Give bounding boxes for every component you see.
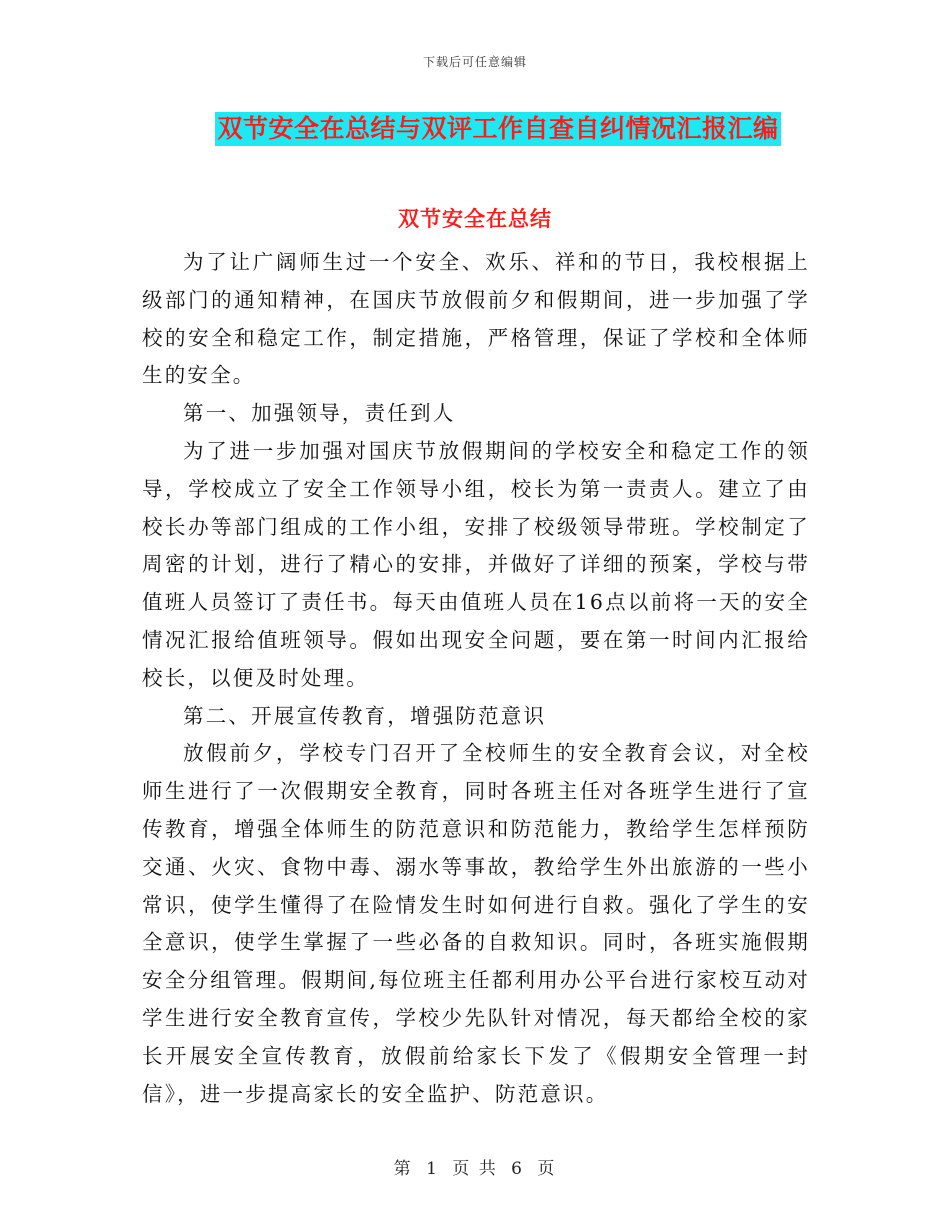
section-title: 双节安全在总结 <box>398 207 552 231</box>
footer-page-number: 1 <box>426 1159 439 1179</box>
document-title-container <box>0 112 950 146</box>
document-title: 双节安全在总结与双评工作自查自纠情况汇报汇编 <box>215 112 780 146</box>
paragraph-leadership: 为了进一步加强对国庆节放假期间的学校安全和稳定工作的领导，学校成立了安全工作领导小组，校长为第一责责人。建立了由校长办等部门组成的工作小组，安排了校级领导带班。学校制定了周密的计划，进行了精心的安排，并做好了详细的预案，学校与带值班人员签订了责任书。每天由值班人员在16点以前将一天的安全情况汇报给值班领导。假如出现安全问题，要在第一时间内汇报给校长，以便及时处理。 <box>142 438 810 690</box>
footer-prefix: 第 <box>393 1159 413 1179</box>
paragraph-education: 放假前夕，学校专门召开了全校师生的安全教育会议，对全校师生进行了一次假期安全教育，同时各班主任对各班学生进行了宣传教育，增强全体师生的防范意识和防范能力，教给学生怎样预防交通、火灾、食物中毒、溺水等事故，教给学生外出旅游的一些小常识，使学生懂得了在险情发生时如何进行自救。强化了学生的安全意识，使学生掌握了一些必备的自救知识。同时，各班实施假期安全分组管理。假期间,每位班主任都利用办公平台进行家校互动对学生进行安全教育宣传，学校少先队针对情况，每天都给全校的家长开展安全宣传教育，放假前给家长下发了《假期安全管理一封信》，进一步提高家长的安全监护、防范意识。 <box>142 741 810 1106</box>
paragraph-heading-2: 第二、开展宣传教育，增强防范意识 <box>183 703 547 728</box>
paragraph-heading-1: 第一、加强领导，责任到人 <box>183 401 456 426</box>
page-header-note: 下载后可任意编辑 <box>422 55 527 69</box>
page-footer <box>0 1154 950 1179</box>
paragraph-intro: 为了让广阔师生过一个安全、欢乐、祥和的节日，我校根据上级部门的通知精神，在国庆节放假前夕和假期间，进一步加强了学校的安全和稳定工作，制定措施，严格管理，保证了学校和全体师生的安全。 <box>142 250 810 388</box>
document-body <box>142 244 810 1113</box>
footer-suffix: 页 <box>537 1159 557 1179</box>
footer-middle: 页 共 <box>452 1159 498 1179</box>
footer-total-pages: 6 <box>511 1159 524 1179</box>
